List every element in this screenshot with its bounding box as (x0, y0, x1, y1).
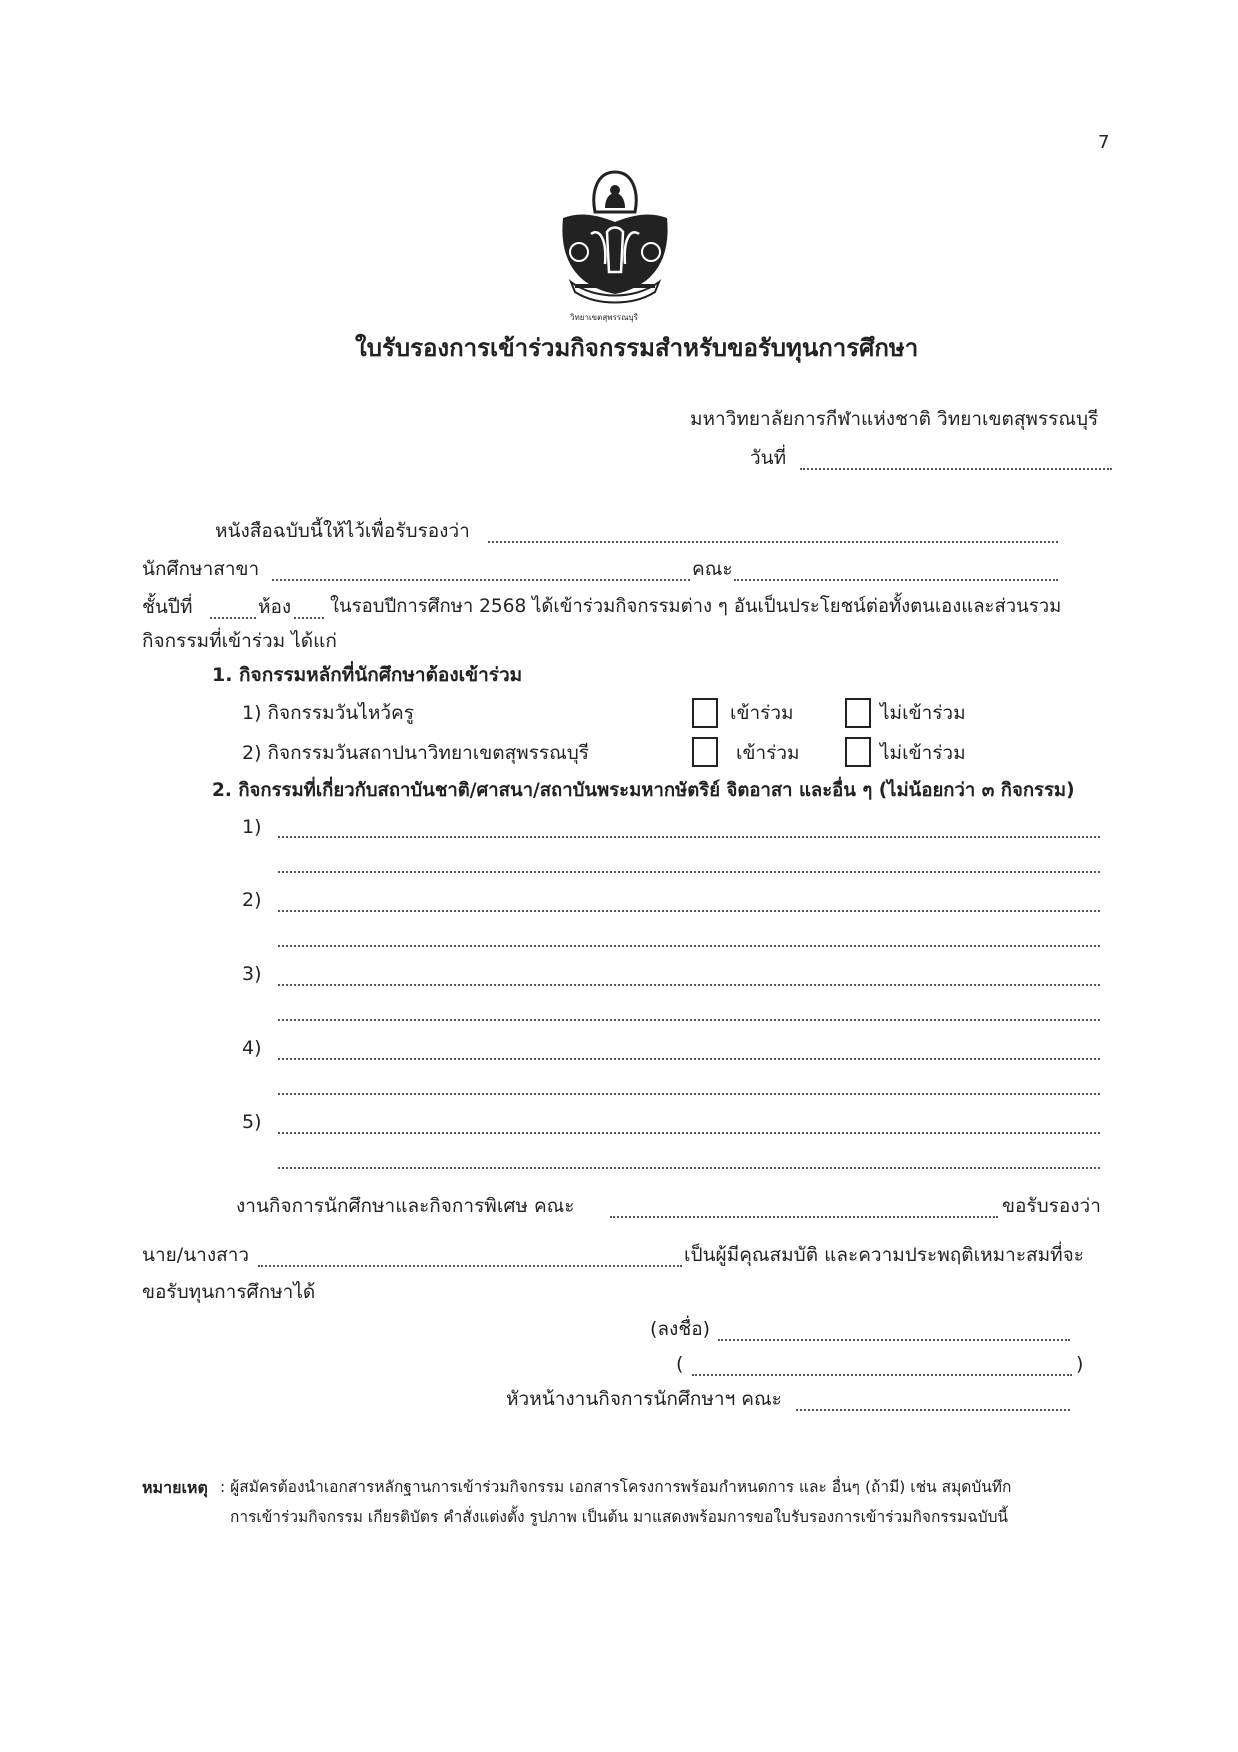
date-field[interactable] (800, 468, 1112, 470)
printed-name-field[interactable] (692, 1374, 1072, 1376)
head-faculty-field[interactable] (796, 1409, 1070, 1411)
sign-label: (ลงชื่อ) (650, 1318, 711, 1340)
activity-4-line-1[interactable] (278, 1058, 1100, 1060)
not-attend-label-2: ไม่เข้าร่วม (880, 742, 966, 764)
signature-field[interactable] (718, 1339, 1070, 1341)
name-label: นาย/นางสาว (142, 1244, 250, 1266)
head-label: หัวหน้างานกิจการนักศึกษาฯ คณะ (506, 1388, 782, 1410)
office-faculty-field[interactable] (610, 1216, 998, 1218)
activity-1-line-1[interactable] (278, 836, 1100, 838)
year-label: ชั้นปีที่ (142, 596, 193, 618)
activity-3-line-1[interactable] (278, 984, 1100, 986)
activity-number-1: 1) (242, 816, 262, 838)
room-label: ห้อง (258, 596, 292, 618)
certify-label: หนังสือฉบับนี้ให้ไว้เพื่อรับรองว่า (215, 520, 470, 542)
section1-heading: 1. กิจกรรมหลักที่นักศึกษาต้องเข้าร่วม (212, 664, 523, 686)
logo-caption: วิทยาเขตสุพรรณบุรี (570, 313, 638, 322)
activity-5-line-1[interactable] (278, 1132, 1100, 1134)
qualified-text: เป็นผู้มีคุณสมบัติ และความประพฤติเหมาะสมที่จะ (684, 1244, 1085, 1266)
paren-open: ( (676, 1353, 684, 1375)
activities-intro: กิจกรรมที่เข้าร่วม ได้แก่ (142, 630, 337, 652)
endorsed-name-field[interactable] (258, 1265, 682, 1267)
page-number: 7 (1098, 132, 1110, 153)
faculty-field[interactable] (734, 579, 1058, 581)
paren-close: ) (1076, 1353, 1084, 1375)
request-label: ขอรับรองว่า (1002, 1195, 1101, 1217)
activity-campus-founding-day: 2) กิจกรรมวันสถาปนาวิทยาเขตสุพรรณบุรี (242, 742, 590, 764)
attend-checkbox-2[interactable] (692, 737, 718, 767)
activity-number-3: 3) (242, 963, 262, 985)
student-name-field[interactable] (488, 541, 1058, 543)
activity-1-line-2[interactable] (278, 871, 1100, 873)
activity-number-2: 2) (242, 889, 262, 911)
major-field[interactable] (272, 579, 690, 581)
not-attend-checkbox-1[interactable] (845, 698, 871, 728)
date-label: วันที่ (750, 447, 787, 469)
activity-2-line-2[interactable] (278, 945, 1100, 947)
note-line-1: : ผู้สมัครต้องนำเอกสารหลักฐานการเข้าร่วมกิจกรรม เอกสารโครงการพร้อมกำหนดการ และ อื่นๆ (ถ้ามี) เช่น สมุดบันทึก (220, 1478, 1012, 1496)
activity-4-line-2[interactable] (278, 1093, 1100, 1095)
attend-label-2: เข้าร่วม (736, 742, 800, 764)
scholarship-text: ขอรับทุนการศึกษาได้ (142, 1281, 316, 1303)
note-line-2: การเข้าร่วมกิจกรรม เกียรติบัตร คำสั่งแต่งตั้ง รูปภาพ เป็นต้น มาแสดงพร้อมการขอใบรับรองการเข้าร่วมกิจกรรมฉบับนี้ (230, 1508, 1009, 1526)
activity-2-line-1[interactable] (278, 910, 1100, 912)
activity-number-5: 5) (242, 1111, 262, 1133)
institution-name: มหาวิทยาลัยการกีฬาแห่งชาติ วิทยาเขตสุพรรณบุรี (690, 408, 1099, 430)
activity-teachers-day: 1) กิจกรรมวันไหว้ครู (242, 702, 414, 724)
activity-3-line-2[interactable] (278, 1019, 1100, 1021)
document-title: ใบรับรองการเข้าร่วมกิจกรรมสำหรับขอรับทุนการศึกษา (355, 334, 919, 362)
university-logo (555, 168, 675, 314)
year-field[interactable] (210, 617, 256, 619)
room-field[interactable] (294, 617, 324, 619)
not-attend-checkbox-2[interactable] (845, 737, 871, 767)
faculty-label: คณะ (692, 558, 733, 580)
not-attend-label-1: ไม่เข้าร่วม (880, 702, 966, 724)
note-label: หมายเหตุ (142, 1478, 208, 1497)
activity-number-4: 4) (242, 1037, 262, 1059)
attend-checkbox-1[interactable] (692, 698, 718, 728)
office-label: งานกิจการนักศึกษาและกิจการพิเศษ คณะ (236, 1195, 575, 1217)
section2-heading: 2. กิจกรรมที่เกี่ยวกับสถาบันชาติ/ศาสนา/สถาบันพระมหากษัตริย์ จิตอาสา และอื่น ๆ (ไม่น้อยกว่า ๓ กิจกรรม) (212, 780, 1075, 801)
attend-label-1: เข้าร่วม (730, 702, 794, 724)
year-sentence: ในรอบปีการศึกษา 2568 ได้เข้าร่วมกิจกรรมต่าง ๆ อันเป็นประโยชน์ต่อทั้งตนเองและส่วนรวม (330, 596, 1062, 617)
activity-5-line-2[interactable] (278, 1167, 1100, 1169)
major-label: นักศึกษาสาขา (142, 558, 260, 580)
